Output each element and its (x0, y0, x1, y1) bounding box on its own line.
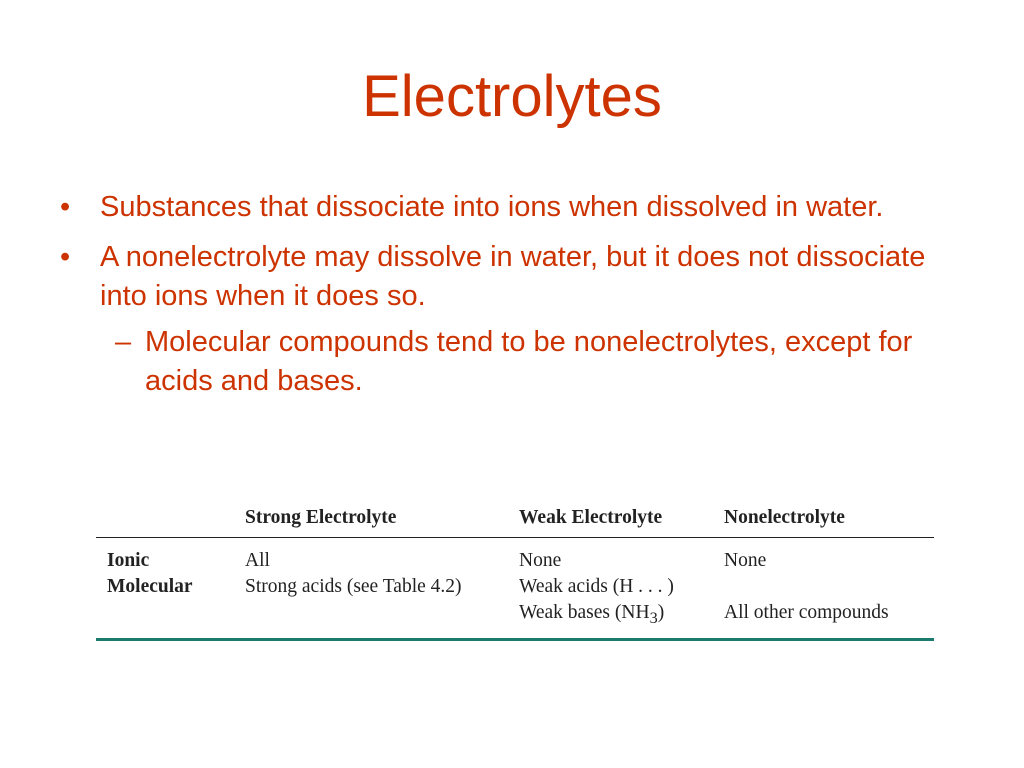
table-cell: Weak acids (H . . . ) (519, 576, 674, 597)
bullet-item (60, 188, 960, 227)
sub-bullet-marker: – (115, 326, 132, 358)
sub-bullet-text: Molecular compounds tend to be nonelectrolytes, except for acids and bases. (145, 326, 913, 397)
table-header-cell: Nonelectrolyte (724, 507, 845, 528)
table-cell: All other compounds (724, 602, 889, 623)
electrolyte-table (96, 505, 934, 641)
subscript: 3 (649, 608, 658, 627)
slide-title: Electrolytes (362, 64, 662, 129)
table-cell-text: Weak bases (NH (519, 602, 650, 623)
bullet-list (60, 188, 960, 401)
table-cell: Strong acids (see Table 4.2) (245, 576, 462, 597)
table-cell (245, 602, 519, 638)
table-header-row (96, 505, 934, 537)
table-header-cell: Weak Electrolyte (519, 507, 663, 528)
table-row (96, 602, 934, 638)
table-header-cell: Strong Electrolyte (245, 507, 397, 528)
bullet-item (60, 238, 960, 316)
table-row-label: Ionic (107, 550, 150, 571)
sub-bullet-item (60, 323, 960, 401)
bullet-text: Substances that dissociate into ions when dissolved in water. (100, 191, 884, 223)
table-cell: None (724, 550, 767, 571)
table-bottom-rule (96, 638, 934, 641)
table-row-label (96, 602, 245, 638)
table-header-cell (96, 505, 245, 537)
table-cell: None (519, 550, 562, 571)
bullet-text: A nonelectrolyte may dissolve in water, but it does not dissociate into ions when it does so. (100, 241, 926, 312)
table-cell (519, 602, 724, 638)
table-row (96, 576, 934, 602)
close-paren: ) (657, 602, 665, 623)
table-row (96, 538, 934, 576)
bullet-marker: • (60, 191, 71, 223)
bullet-marker: • (60, 241, 71, 273)
table-cell: All (245, 550, 270, 571)
table-cell (724, 576, 934, 602)
table-row-label: Molecular (107, 576, 193, 597)
